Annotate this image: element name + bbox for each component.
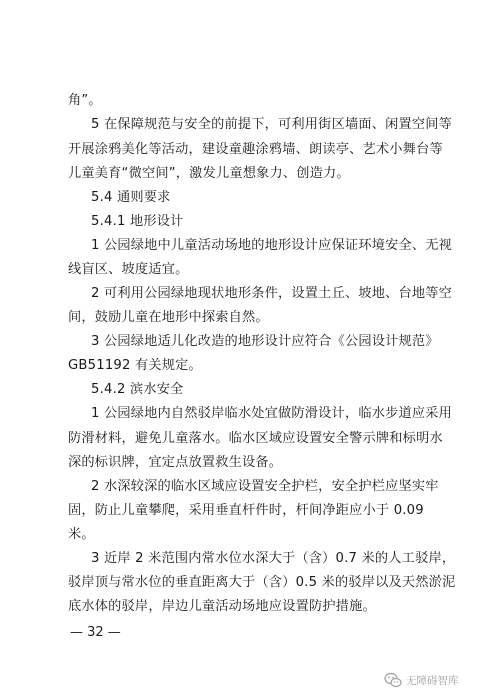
text-line: GB51192 有关规定。 [68,358,202,373]
subsection-heading: 5.4.1 地形设计 [91,214,184,229]
text-line: 开展涂鸦美化等活动，建设童趣涂鸦墙、朗读亭、艺术小舞台等 [68,142,443,157]
paragraph-start: 1 公园绿地中儿童活动场地的地形设计应保证环境安全、无视 [91,238,453,253]
paragraph-start: 3 公园绿地适儿化改造的地形设计应符合《公园设计规范》 [91,334,439,349]
text-line: 间，鼓励儿童在地形中探索自然。 [68,310,269,325]
paragraph-start: 2 水深较深的临水区域应设置安全护栏，安全护栏应坚实牢 [91,479,439,494]
text-line: 儿童美育“微空间”，激发儿童想象力、创造力。 [68,166,350,181]
page-number: — 32 — [70,625,121,640]
text-line: 防滑材料，避免儿童落水。临水区域应设置安全警示牌和标明水 [68,431,443,446]
text-line: 线盲区、坡度适宜。 [68,262,189,277]
watermark-text: 无障碍智库 [406,674,459,687]
paragraph-start: 3 近岸 2 米范围内常水位水深大于（含）0.7 米的人工驳岸， [91,551,456,566]
wechat-icon [384,672,402,688]
text-line: 驳岸顶与常水位的垂直距离大于（含）0.5 米的驳岸以及天然淤泥 [68,575,456,590]
text-line: 固，防止儿童攀爬，采用垂直杆件时，杆间净距应小于 0.09 [68,503,424,518]
section-heading: 5.4 通则要求 [91,190,171,205]
text-line: 深的标识牌，宜定点放置救生设备。 [68,455,283,470]
watermark [384,670,459,690]
paragraph-start: 5 在保障规范与安全的前提下，可利用街区墙面、闲置空间等 [91,117,453,132]
paragraph-start: 1 公园绿地内自然驳岸临水处宜做防滑设计，临水步道应采用 [91,406,453,421]
subsection-heading: 5.4.2 滨水安全 [91,382,184,397]
text-line: 角”。 [68,93,102,108]
paragraph-start: 2 可利用公园绿地现状地形条件，设置土丘、坡地、台地等空 [91,286,453,301]
text-line: 底水体的驳岸，岸边儿童活动场地应设置防护措施。 [68,599,376,614]
text-line: 米。 [68,527,95,542]
